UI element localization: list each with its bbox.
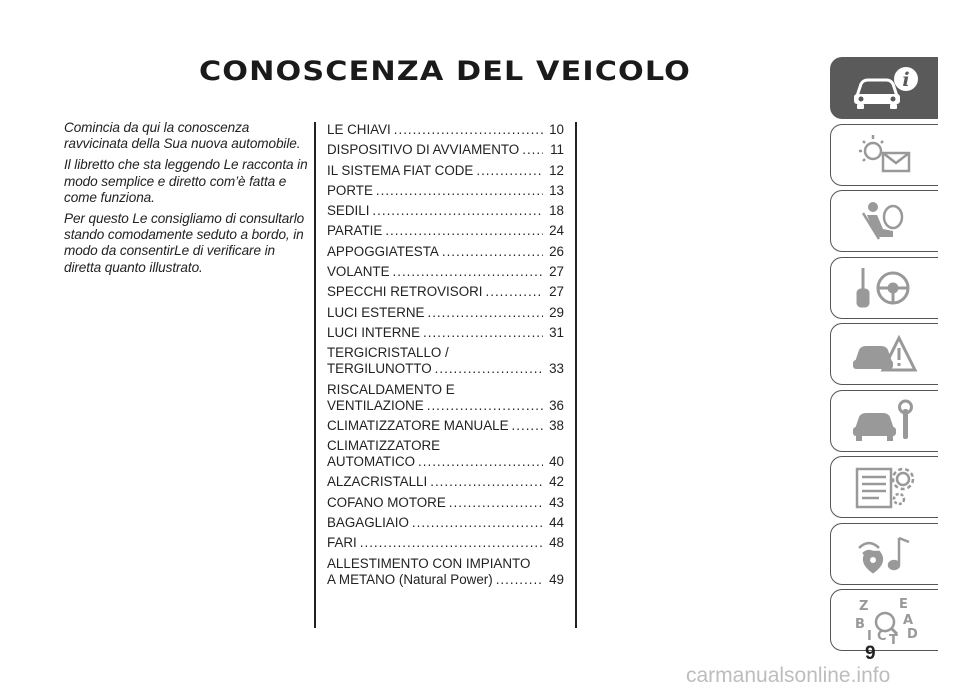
index-letter: B	[854, 617, 865, 632]
technical-data-icon	[849, 461, 921, 513]
toc-entry-label: SPECCHI RETROVISORI	[327, 284, 483, 300]
toc-leader-dots	[418, 454, 543, 470]
tab-car-info[interactable]	[830, 57, 938, 119]
toc-leader-dots	[486, 284, 543, 300]
toc-entry[interactable]	[327, 223, 564, 239]
toc-entry-label: A METANO (Natural Power)	[327, 571, 493, 587]
tab-multimedia[interactable]	[830, 523, 938, 585]
toc-entry-label-line1: CLIMATIZZATORE	[327, 438, 441, 454]
toc-entry[interactable]	[327, 122, 564, 138]
index-letter: I	[866, 629, 872, 644]
toc-entry-page: 31	[549, 324, 564, 340]
toc-entry-label: VENTILAZIONE	[327, 397, 424, 413]
toc-entry-label: AUTOMATICO	[327, 454, 416, 470]
toc-entry-label: APPOGGIATESTA	[327, 243, 439, 259]
toc-entry[interactable]	[327, 244, 564, 260]
toc-entry-label: PARATIE	[327, 223, 383, 239]
toc-entry[interactable]	[327, 142, 564, 158]
toc-entry[interactable]	[327, 418, 564, 434]
toc-leader-dots	[496, 572, 543, 588]
toc-entry[interactable]	[327, 515, 564, 531]
toc-entry-page: 44	[549, 515, 564, 531]
toc-entry[interactable]	[327, 474, 564, 490]
toc-entry-page: 48	[549, 535, 564, 551]
tab-technical-data[interactable]	[830, 456, 938, 518]
toc-entry[interactable]	[327, 556, 564, 588]
toc-leader-dots	[394, 122, 543, 138]
toc-leader-dots	[423, 325, 543, 341]
toc-entry-page: 18	[549, 203, 564, 219]
page-number: 9	[865, 643, 876, 664]
toc-leader-dots	[427, 398, 543, 414]
column-divider-right	[575, 122, 577, 628]
toc-entry-page: 24	[549, 223, 564, 239]
toc-entry-label: FARI	[327, 535, 357, 551]
toc-entry-page: 49	[549, 571, 564, 587]
toc-entry-label: LUCI INTERNE	[327, 324, 421, 340]
alphabetical-index-icon	[849, 594, 921, 646]
toc-leader-dots	[360, 535, 543, 551]
toc-entry-label: COFANO MOTORE	[327, 494, 446, 510]
toc-entry[interactable]	[327, 325, 564, 341]
toc-entry-page: 42	[549, 474, 564, 490]
multimedia-icon	[849, 528, 921, 580]
toc-entry[interactable]	[327, 264, 564, 280]
toc-entry[interactable]	[327, 495, 564, 511]
toc-entry[interactable]	[327, 203, 564, 219]
toc-leader-dots	[435, 361, 543, 377]
intro-paragraph: Per questo Le consigliamo di consultarlo stando comodamente seduto a bordo, in modo da consentirLe di verificare in diretta quanto illustrato.	[64, 211, 305, 275]
toc-entry-label: DISPOSITIVO DI AVVIAMENTO	[327, 142, 520, 158]
toc-entry[interactable]	[327, 382, 564, 414]
index-letter: A	[902, 613, 913, 628]
tab-emergency[interactable]	[830, 323, 938, 385]
tab-index[interactable]	[830, 589, 938, 651]
toc-entry-label: TERGILUNOTTO	[327, 361, 432, 377]
toc-entry-page: 26	[549, 243, 564, 259]
svg-text:i: i	[901, 69, 910, 91]
intro-text	[64, 120, 308, 281]
toc-entry-page: 43	[549, 494, 564, 510]
toc-entry-label-line1: RISCALDAMENTO E	[327, 381, 455, 397]
toc-leader-dots	[522, 142, 543, 158]
watermark: carmanualsonline.info	[686, 664, 891, 687]
index-letter: C	[876, 629, 887, 644]
toc-leader-dots	[442, 244, 543, 260]
toc-entry-page: 10	[549, 122, 564, 137]
index-letter: D	[906, 627, 918, 642]
toc-entry-page: 27	[549, 284, 564, 300]
airbag-seat-icon	[849, 195, 921, 247]
toc-entry-page: 13	[549, 182, 564, 198]
toc-leader-dots	[427, 305, 543, 321]
toc-entry-label: LUCI ESTERNE	[327, 304, 425, 320]
tab-starting-driving[interactable]	[830, 257, 938, 319]
toc-entry-label: BAGAGLIAIO	[327, 515, 409, 531]
toc-entry-page: 36	[549, 397, 564, 413]
toc-entry-page: 11	[550, 142, 564, 158]
toc-entry[interactable]	[327, 183, 564, 199]
toc-entry-label: IL SISTEMA FIAT CODE	[327, 162, 474, 178]
tab-warning-lights[interactable]	[830, 124, 938, 186]
toc-leader-dots	[385, 223, 543, 239]
toc-entry-label: CLIMATIZZATORE MANUALE	[327, 417, 509, 433]
toc-entry-label: PORTE	[327, 182, 373, 198]
toc-entry-page: 29	[549, 304, 564, 320]
toc-entry-page: 33	[549, 361, 564, 377]
toc-leader-dots	[393, 264, 543, 280]
toc-leader-dots	[372, 203, 543, 219]
toc-entry-label-line1: ALLESTIMENTO CON IMPIANTO	[327, 555, 531, 571]
toc-entry-page: 12	[549, 162, 564, 178]
tab-maintenance[interactable]	[830, 390, 938, 452]
toc-entry-page: 38	[549, 417, 564, 433]
toc-entry-label: SEDILI	[327, 203, 370, 219]
tab-safety[interactable]	[830, 190, 938, 252]
toc-entry-label: VOLANTE	[327, 264, 390, 280]
warning-lights-message-icon	[849, 129, 921, 181]
toc-entry[interactable]	[327, 438, 564, 470]
car-maintenance-icon	[849, 395, 921, 447]
toc-entry[interactable]	[327, 305, 564, 321]
intro-paragraph: Comincia da qui la conoscenza ravvicinata della Sua nuova automobile.	[64, 120, 301, 152]
toc-entry-label: LE CHIAVI	[327, 122, 391, 137]
index-letter: E	[898, 597, 908, 612]
toc-leader-dots	[476, 163, 543, 179]
page-title: CONOSCENZA DEL VEICOLO	[198, 56, 692, 87]
chapter-tabs	[830, 57, 940, 656]
index-letter: T	[888, 633, 898, 646]
toc-entry-label-line1: TERGICRISTALLO /	[327, 345, 449, 361]
toc-entry-page: 27	[549, 264, 564, 280]
toc-leader-dots	[430, 474, 543, 490]
toc-entry-page: 40	[549, 454, 564, 470]
toc-leader-dots	[376, 183, 543, 199]
toc-leader-dots	[412, 515, 543, 531]
toc-entry-label: ALZACRISTALLI	[327, 474, 428, 490]
toc-entry[interactable]	[327, 163, 564, 179]
toc-entry[interactable]	[327, 345, 564, 377]
table-of-contents	[327, 122, 564, 592]
toc-entry[interactable]	[327, 535, 564, 551]
toc-entry[interactable]	[327, 284, 564, 300]
toc-leader-dots	[512, 418, 543, 434]
car-info-icon	[849, 62, 921, 114]
index-letter: Z	[858, 599, 868, 614]
emergency-car-icon	[849, 328, 921, 380]
key-steering-wheel-icon	[849, 262, 921, 314]
column-divider-left	[314, 122, 316, 628]
intro-paragraph: Il libretto che sta leggendo Le racconta in modo semplice e diretto com’è fatta e come funziona.	[64, 157, 308, 205]
toc-leader-dots	[449, 495, 543, 511]
